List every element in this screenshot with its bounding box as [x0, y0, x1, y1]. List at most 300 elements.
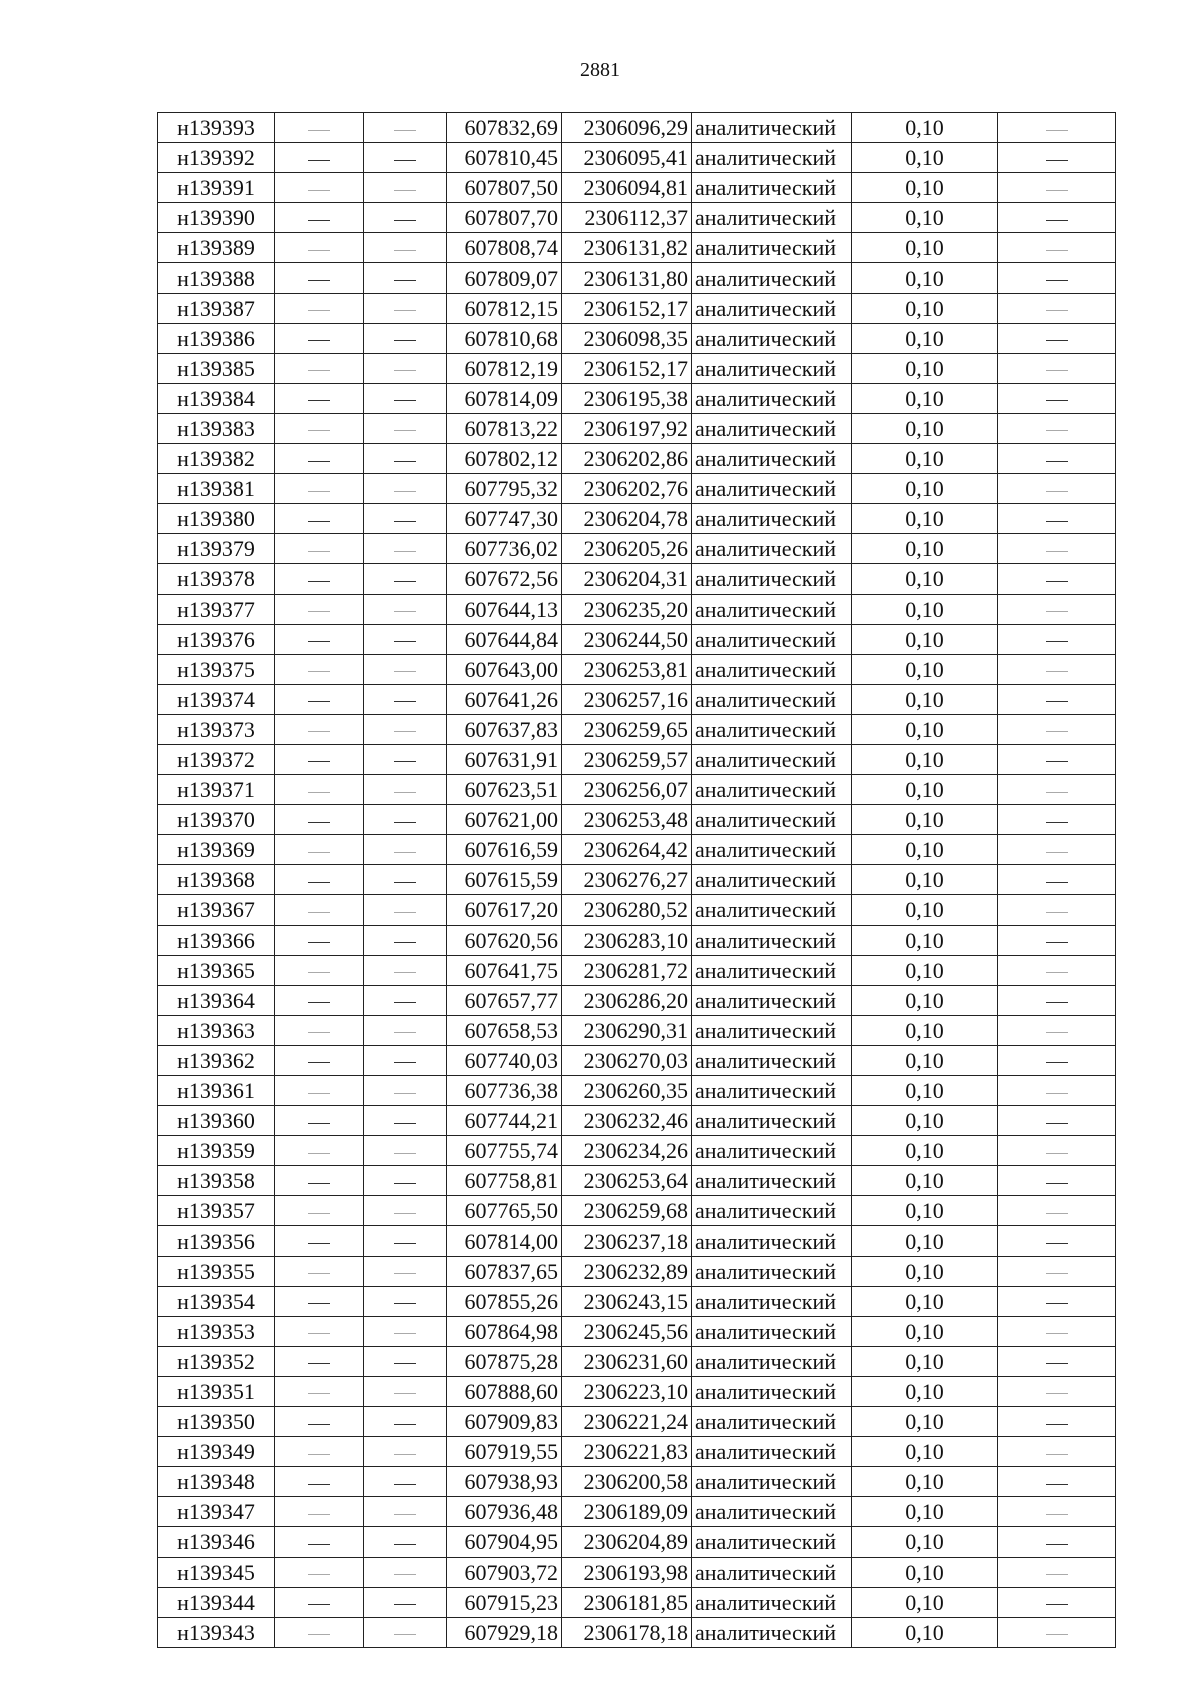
table-row — [158, 1316, 1116, 1346]
y-coordinate-cell: 2306234,26 — [562, 1136, 692, 1166]
y-coordinate-cell: 2306280,52 — [562, 895, 692, 925]
y-coordinate-cell: 2306112,37 — [562, 203, 692, 233]
x-coordinate-cell: 607747,30 — [447, 504, 562, 534]
y-coordinate-cell: 2306253,81 — [562, 654, 692, 684]
dash-symbol — [1046, 1574, 1068, 1575]
old-y-cell — [364, 504, 447, 534]
dash-symbol — [394, 370, 416, 371]
old-y-cell — [364, 985, 447, 1015]
dash-symbol — [394, 882, 416, 883]
dash-symbol — [394, 1574, 416, 1575]
dash-symbol — [308, 370, 330, 371]
method-cell: аналитический — [692, 1015, 852, 1045]
y-coordinate-cell: 2306259,57 — [562, 744, 692, 774]
method-cell: аналитический — [692, 775, 852, 805]
old-y-cell — [364, 263, 447, 293]
old-y-cell — [364, 654, 447, 684]
old-x-cell — [275, 1617, 364, 1647]
dash-symbol — [1046, 942, 1068, 943]
dash-symbol — [394, 1123, 416, 1124]
old-y-cell — [364, 775, 447, 805]
dash-symbol — [308, 852, 330, 853]
y-coordinate-cell: 2306235,20 — [562, 594, 692, 624]
point-name-cell: н139347 — [158, 1497, 275, 1527]
dash-symbol — [1046, 1032, 1068, 1033]
old-x-cell — [275, 1527, 364, 1557]
dash-symbol — [1046, 761, 1068, 762]
dash-symbol — [308, 461, 330, 462]
y-coordinate-cell: 2306232,46 — [562, 1106, 692, 1136]
description-cell — [998, 594, 1116, 624]
y-coordinate-cell: 2306286,20 — [562, 985, 692, 1015]
table-row — [158, 1437, 1116, 1467]
old-x-cell — [275, 775, 364, 805]
method-cell: аналитический — [692, 113, 852, 143]
dash-symbol — [308, 340, 330, 341]
dash-symbol — [394, 611, 416, 612]
dash-symbol — [394, 912, 416, 913]
old-y-cell — [364, 413, 447, 443]
accuracy-cell: 0,10 — [852, 1376, 998, 1406]
x-coordinate-cell: 607616,59 — [447, 835, 562, 865]
old-x-cell — [275, 504, 364, 534]
accuracy-cell: 0,10 — [852, 203, 998, 233]
old-x-cell — [275, 353, 364, 383]
old-x-cell — [275, 955, 364, 985]
accuracy-cell: 0,10 — [852, 143, 998, 173]
old-y-cell — [364, 1166, 447, 1196]
x-coordinate-cell: 607807,50 — [447, 173, 562, 203]
x-coordinate-cell: 607802,12 — [447, 444, 562, 474]
old-y-cell — [364, 895, 447, 925]
old-y-cell — [364, 865, 447, 895]
dash-symbol — [308, 521, 330, 522]
old-y-cell — [364, 383, 447, 413]
dash-symbol — [308, 1183, 330, 1184]
method-cell: аналитический — [692, 233, 852, 263]
page-number: 2881 — [580, 59, 620, 81]
dash-symbol — [1046, 1153, 1068, 1154]
x-coordinate-cell: 607855,26 — [447, 1286, 562, 1316]
dash-symbol — [1046, 972, 1068, 973]
old-y-cell — [364, 203, 447, 233]
table-row — [158, 1527, 1116, 1557]
point-name-cell: н139345 — [158, 1557, 275, 1587]
old-y-cell — [364, 293, 447, 323]
y-coordinate-cell: 2306244,50 — [562, 624, 692, 654]
dash-symbol — [1046, 822, 1068, 823]
old-x-cell — [275, 413, 364, 443]
dash-symbol — [308, 1213, 330, 1214]
accuracy-cell: 0,10 — [852, 1256, 998, 1286]
accuracy-cell: 0,10 — [852, 1437, 998, 1467]
old-x-cell — [275, 534, 364, 564]
x-coordinate-cell: 607740,03 — [447, 1045, 562, 1075]
y-coordinate-cell: 2306131,80 — [562, 263, 692, 293]
dash-symbol — [308, 1153, 330, 1154]
table-row — [158, 895, 1116, 925]
point-name-cell: н139383 — [158, 413, 275, 443]
old-x-cell — [275, 805, 364, 835]
description-cell — [998, 1256, 1116, 1286]
x-coordinate-cell: 607621,00 — [447, 805, 562, 835]
x-coordinate-cell: 607864,98 — [447, 1316, 562, 1346]
accuracy-cell: 0,10 — [852, 1497, 998, 1527]
dash-symbol — [308, 882, 330, 883]
old-x-cell — [275, 444, 364, 474]
accuracy-cell: 0,10 — [852, 1316, 998, 1346]
y-coordinate-cell: 2306221,83 — [562, 1437, 692, 1467]
point-name-cell: н139360 — [158, 1106, 275, 1136]
point-name-cell: н139382 — [158, 444, 275, 474]
dash-symbol — [308, 551, 330, 552]
point-name-cell: н139391 — [158, 173, 275, 203]
table-row — [158, 594, 1116, 624]
point-name-cell: н139355 — [158, 1256, 275, 1286]
table-row — [158, 1407, 1116, 1437]
y-coordinate-cell: 2306204,89 — [562, 1527, 692, 1557]
old-x-cell — [275, 654, 364, 684]
old-y-cell — [364, 835, 447, 865]
dash-symbol — [394, 551, 416, 552]
dash-symbol — [308, 310, 330, 311]
method-cell: аналитический — [692, 413, 852, 443]
method-cell: аналитический — [692, 1527, 852, 1557]
accuracy-cell: 0,10 — [852, 323, 998, 353]
method-cell: аналитический — [692, 1136, 852, 1166]
x-coordinate-cell: 607938,93 — [447, 1467, 562, 1497]
old-y-cell — [364, 1196, 447, 1226]
method-cell: аналитический — [692, 835, 852, 865]
x-coordinate-cell: 607795,32 — [447, 474, 562, 504]
point-name-cell: н139349 — [158, 1437, 275, 1467]
description-cell — [998, 985, 1116, 1015]
x-coordinate-cell: 607623,51 — [447, 775, 562, 805]
description-cell — [998, 1467, 1116, 1497]
point-name-cell: н139352 — [158, 1346, 275, 1376]
accuracy-cell: 0,10 — [852, 775, 998, 805]
old-y-cell — [364, 1467, 447, 1497]
table-row — [158, 203, 1116, 233]
old-x-cell — [275, 203, 364, 233]
accuracy-cell: 0,10 — [852, 985, 998, 1015]
x-coordinate-cell: 607832,69 — [447, 113, 562, 143]
y-coordinate-cell: 2306253,64 — [562, 1166, 692, 1196]
accuracy-cell: 0,10 — [852, 1166, 998, 1196]
old-x-cell — [275, 113, 364, 143]
point-name-cell: н139373 — [158, 714, 275, 744]
description-cell — [998, 684, 1116, 714]
dash-symbol — [394, 340, 416, 341]
old-x-cell — [275, 233, 364, 263]
point-name-cell: н139351 — [158, 1376, 275, 1406]
accuracy-cell: 0,10 — [852, 413, 998, 443]
dash-symbol — [308, 220, 330, 221]
old-y-cell — [364, 1136, 447, 1166]
dash-symbol — [394, 491, 416, 492]
y-coordinate-cell: 2306096,29 — [562, 113, 692, 143]
accuracy-cell: 0,10 — [852, 594, 998, 624]
y-coordinate-cell: 2306253,48 — [562, 805, 692, 835]
dash-symbol — [394, 521, 416, 522]
accuracy-cell: 0,10 — [852, 1106, 998, 1136]
dash-symbol — [394, 130, 416, 131]
point-name-cell: н139375 — [158, 654, 275, 684]
dash-symbol — [308, 1484, 330, 1485]
dash-symbol — [308, 1333, 330, 1334]
dash-symbol — [1046, 190, 1068, 191]
table-row — [158, 1286, 1116, 1316]
point-name-cell: н139348 — [158, 1467, 275, 1497]
accuracy-cell: 0,10 — [852, 714, 998, 744]
point-name-cell: н139378 — [158, 564, 275, 594]
dash-symbol — [308, 1123, 330, 1124]
dash-symbol — [1046, 1123, 1068, 1124]
description-cell — [998, 113, 1116, 143]
old-x-cell — [275, 1076, 364, 1106]
dash-symbol — [308, 942, 330, 943]
point-name-cell: н139343 — [158, 1617, 275, 1647]
dash-symbol — [394, 1484, 416, 1485]
table-body — [158, 113, 1116, 1648]
dash-symbol — [308, 972, 330, 973]
dash-symbol — [394, 972, 416, 973]
dash-symbol — [1046, 882, 1068, 883]
old-x-cell — [275, 1226, 364, 1256]
old-y-cell — [364, 113, 447, 143]
table-row — [158, 1557, 1116, 1587]
dash-symbol — [394, 792, 416, 793]
description-cell — [998, 1497, 1116, 1527]
old-x-cell — [275, 714, 364, 744]
description-cell — [998, 353, 1116, 383]
accuracy-cell: 0,10 — [852, 1617, 998, 1647]
description-cell — [998, 173, 1116, 203]
old-x-cell — [275, 925, 364, 955]
old-x-cell — [275, 1256, 364, 1286]
dash-symbol — [394, 1153, 416, 1154]
dash-symbol — [1046, 491, 1068, 492]
description-cell — [998, 444, 1116, 474]
old-y-cell — [364, 323, 447, 353]
dash-symbol — [1046, 1393, 1068, 1394]
dash-symbol — [1046, 280, 1068, 281]
dash-symbol — [308, 250, 330, 251]
method-cell: аналитический — [692, 1587, 852, 1617]
table-row — [158, 1136, 1116, 1166]
x-coordinate-cell: 607936,48 — [447, 1497, 562, 1527]
table-row — [158, 1196, 1116, 1226]
dash-symbol — [394, 190, 416, 191]
description-cell — [998, 1527, 1116, 1557]
dash-symbol — [308, 491, 330, 492]
x-coordinate-cell: 607814,00 — [447, 1226, 562, 1256]
method-cell: аналитический — [692, 1316, 852, 1346]
method-cell: аналитический — [692, 1497, 852, 1527]
dash-symbol — [1046, 220, 1068, 221]
dash-symbol — [308, 1032, 330, 1033]
dash-symbol — [394, 731, 416, 732]
dash-symbol — [1046, 400, 1068, 401]
dash-symbol — [308, 1393, 330, 1394]
old-x-cell — [275, 383, 364, 413]
method-cell: аналитический — [692, 594, 852, 624]
point-name-cell: н139356 — [158, 1226, 275, 1256]
dash-symbol — [1046, 1213, 1068, 1214]
x-coordinate-cell: 607637,83 — [447, 714, 562, 744]
dash-symbol — [1046, 1544, 1068, 1545]
x-coordinate-cell: 607808,74 — [447, 233, 562, 263]
dash-symbol — [1046, 641, 1068, 642]
accuracy-cell: 0,10 — [852, 1076, 998, 1106]
description-cell — [998, 293, 1116, 323]
description-cell — [998, 654, 1116, 684]
table-row — [158, 353, 1116, 383]
x-coordinate-cell: 607807,70 — [447, 203, 562, 233]
x-coordinate-cell: 607904,95 — [447, 1527, 562, 1557]
accuracy-cell: 0,10 — [852, 564, 998, 594]
dash-symbol — [394, 942, 416, 943]
accuracy-cell: 0,10 — [852, 1196, 998, 1226]
y-coordinate-cell: 2306202,76 — [562, 474, 692, 504]
accuracy-cell: 0,10 — [852, 233, 998, 263]
dash-symbol — [1046, 340, 1068, 341]
old-y-cell — [364, 1376, 447, 1406]
old-y-cell — [364, 1106, 447, 1136]
old-y-cell — [364, 444, 447, 474]
description-cell — [998, 1316, 1116, 1346]
accuracy-cell: 0,10 — [852, 293, 998, 323]
point-name-cell: н139364 — [158, 985, 275, 1015]
old-x-cell — [275, 1136, 364, 1166]
point-name-cell: н139381 — [158, 474, 275, 504]
y-coordinate-cell: 2306189,09 — [562, 1497, 692, 1527]
dash-symbol — [308, 1273, 330, 1274]
old-x-cell — [275, 143, 364, 173]
old-x-cell — [275, 564, 364, 594]
description-cell — [998, 534, 1116, 564]
y-coordinate-cell: 2306152,17 — [562, 293, 692, 323]
method-cell: аналитический — [692, 1376, 852, 1406]
old-x-cell — [275, 263, 364, 293]
table-row — [158, 534, 1116, 564]
table-row — [158, 323, 1116, 353]
accuracy-cell: 0,10 — [852, 1136, 998, 1166]
dash-symbol — [308, 1634, 330, 1635]
dash-symbol — [394, 220, 416, 221]
x-coordinate-cell: 607875,28 — [447, 1346, 562, 1376]
dash-symbol — [394, 160, 416, 161]
point-name-cell: н139374 — [158, 684, 275, 714]
point-name-cell: н139392 — [158, 143, 275, 173]
old-x-cell — [275, 865, 364, 895]
old-x-cell — [275, 1045, 364, 1075]
y-coordinate-cell: 2306098,35 — [562, 323, 692, 353]
table-row — [158, 263, 1116, 293]
table-row — [158, 805, 1116, 835]
y-coordinate-cell: 2306193,98 — [562, 1557, 692, 1587]
old-x-cell — [275, 1557, 364, 1587]
old-x-cell — [275, 1166, 364, 1196]
dash-symbol — [394, 1273, 416, 1274]
old-y-cell — [364, 1015, 447, 1045]
point-name-cell: н139370 — [158, 805, 275, 835]
description-cell — [998, 474, 1116, 504]
x-coordinate-cell: 607919,55 — [447, 1437, 562, 1467]
dash-symbol — [308, 1363, 330, 1364]
x-coordinate-cell: 607814,09 — [447, 383, 562, 413]
description-cell — [998, 1376, 1116, 1406]
dash-symbol — [394, 1454, 416, 1455]
dash-symbol — [308, 1002, 330, 1003]
old-x-cell — [275, 1407, 364, 1437]
old-y-cell — [364, 1256, 447, 1286]
x-coordinate-cell: 607837,65 — [447, 1256, 562, 1286]
point-name-cell: н139359 — [158, 1136, 275, 1166]
x-coordinate-cell: 607810,68 — [447, 323, 562, 353]
old-y-cell — [364, 233, 447, 263]
point-name-cell: н139389 — [158, 233, 275, 263]
dash-symbol — [394, 1604, 416, 1605]
dash-symbol — [394, 1544, 416, 1545]
method-cell: аналитический — [692, 1407, 852, 1437]
x-coordinate-cell: 607620,56 — [447, 925, 562, 955]
dash-symbol — [1046, 912, 1068, 913]
dash-symbol — [1046, 1062, 1068, 1063]
table-row — [158, 1346, 1116, 1376]
dash-symbol — [308, 1062, 330, 1063]
x-coordinate-cell: 607644,13 — [447, 594, 562, 624]
table-row — [158, 1106, 1116, 1136]
accuracy-cell: 0,10 — [852, 474, 998, 504]
x-coordinate-cell: 607758,81 — [447, 1166, 562, 1196]
accuracy-cell: 0,10 — [852, 1557, 998, 1587]
dash-symbol — [394, 280, 416, 281]
accuracy-cell: 0,10 — [852, 805, 998, 835]
dash-symbol — [1046, 370, 1068, 371]
method-cell: аналитический — [692, 955, 852, 985]
table-row — [158, 564, 1116, 594]
description-cell — [998, 925, 1116, 955]
accuracy-cell: 0,10 — [852, 1467, 998, 1497]
old-y-cell — [364, 624, 447, 654]
accuracy-cell: 0,10 — [852, 1527, 998, 1557]
dash-symbol — [1046, 1424, 1068, 1425]
point-name-cell: н139372 — [158, 744, 275, 774]
y-coordinate-cell: 2306257,16 — [562, 684, 692, 714]
method-cell: аналитический — [692, 1256, 852, 1286]
dash-symbol — [1046, 461, 1068, 462]
method-cell: аналитический — [692, 895, 852, 925]
dash-symbol — [394, 430, 416, 431]
dash-symbol — [308, 611, 330, 612]
method-cell: аналитический — [692, 1286, 852, 1316]
dash-symbol — [308, 701, 330, 702]
table-row — [158, 1226, 1116, 1256]
old-x-cell — [275, 1376, 364, 1406]
description-cell — [998, 624, 1116, 654]
table-row — [158, 444, 1116, 474]
dash-symbol — [394, 1183, 416, 1184]
x-coordinate-cell: 607812,15 — [447, 293, 562, 323]
dash-symbol — [1046, 581, 1068, 582]
accuracy-cell: 0,10 — [852, 654, 998, 684]
old-y-cell — [364, 1557, 447, 1587]
old-x-cell — [275, 1286, 364, 1316]
old-x-cell — [275, 895, 364, 925]
dash-symbol — [394, 461, 416, 462]
table-row — [158, 1166, 1116, 1196]
